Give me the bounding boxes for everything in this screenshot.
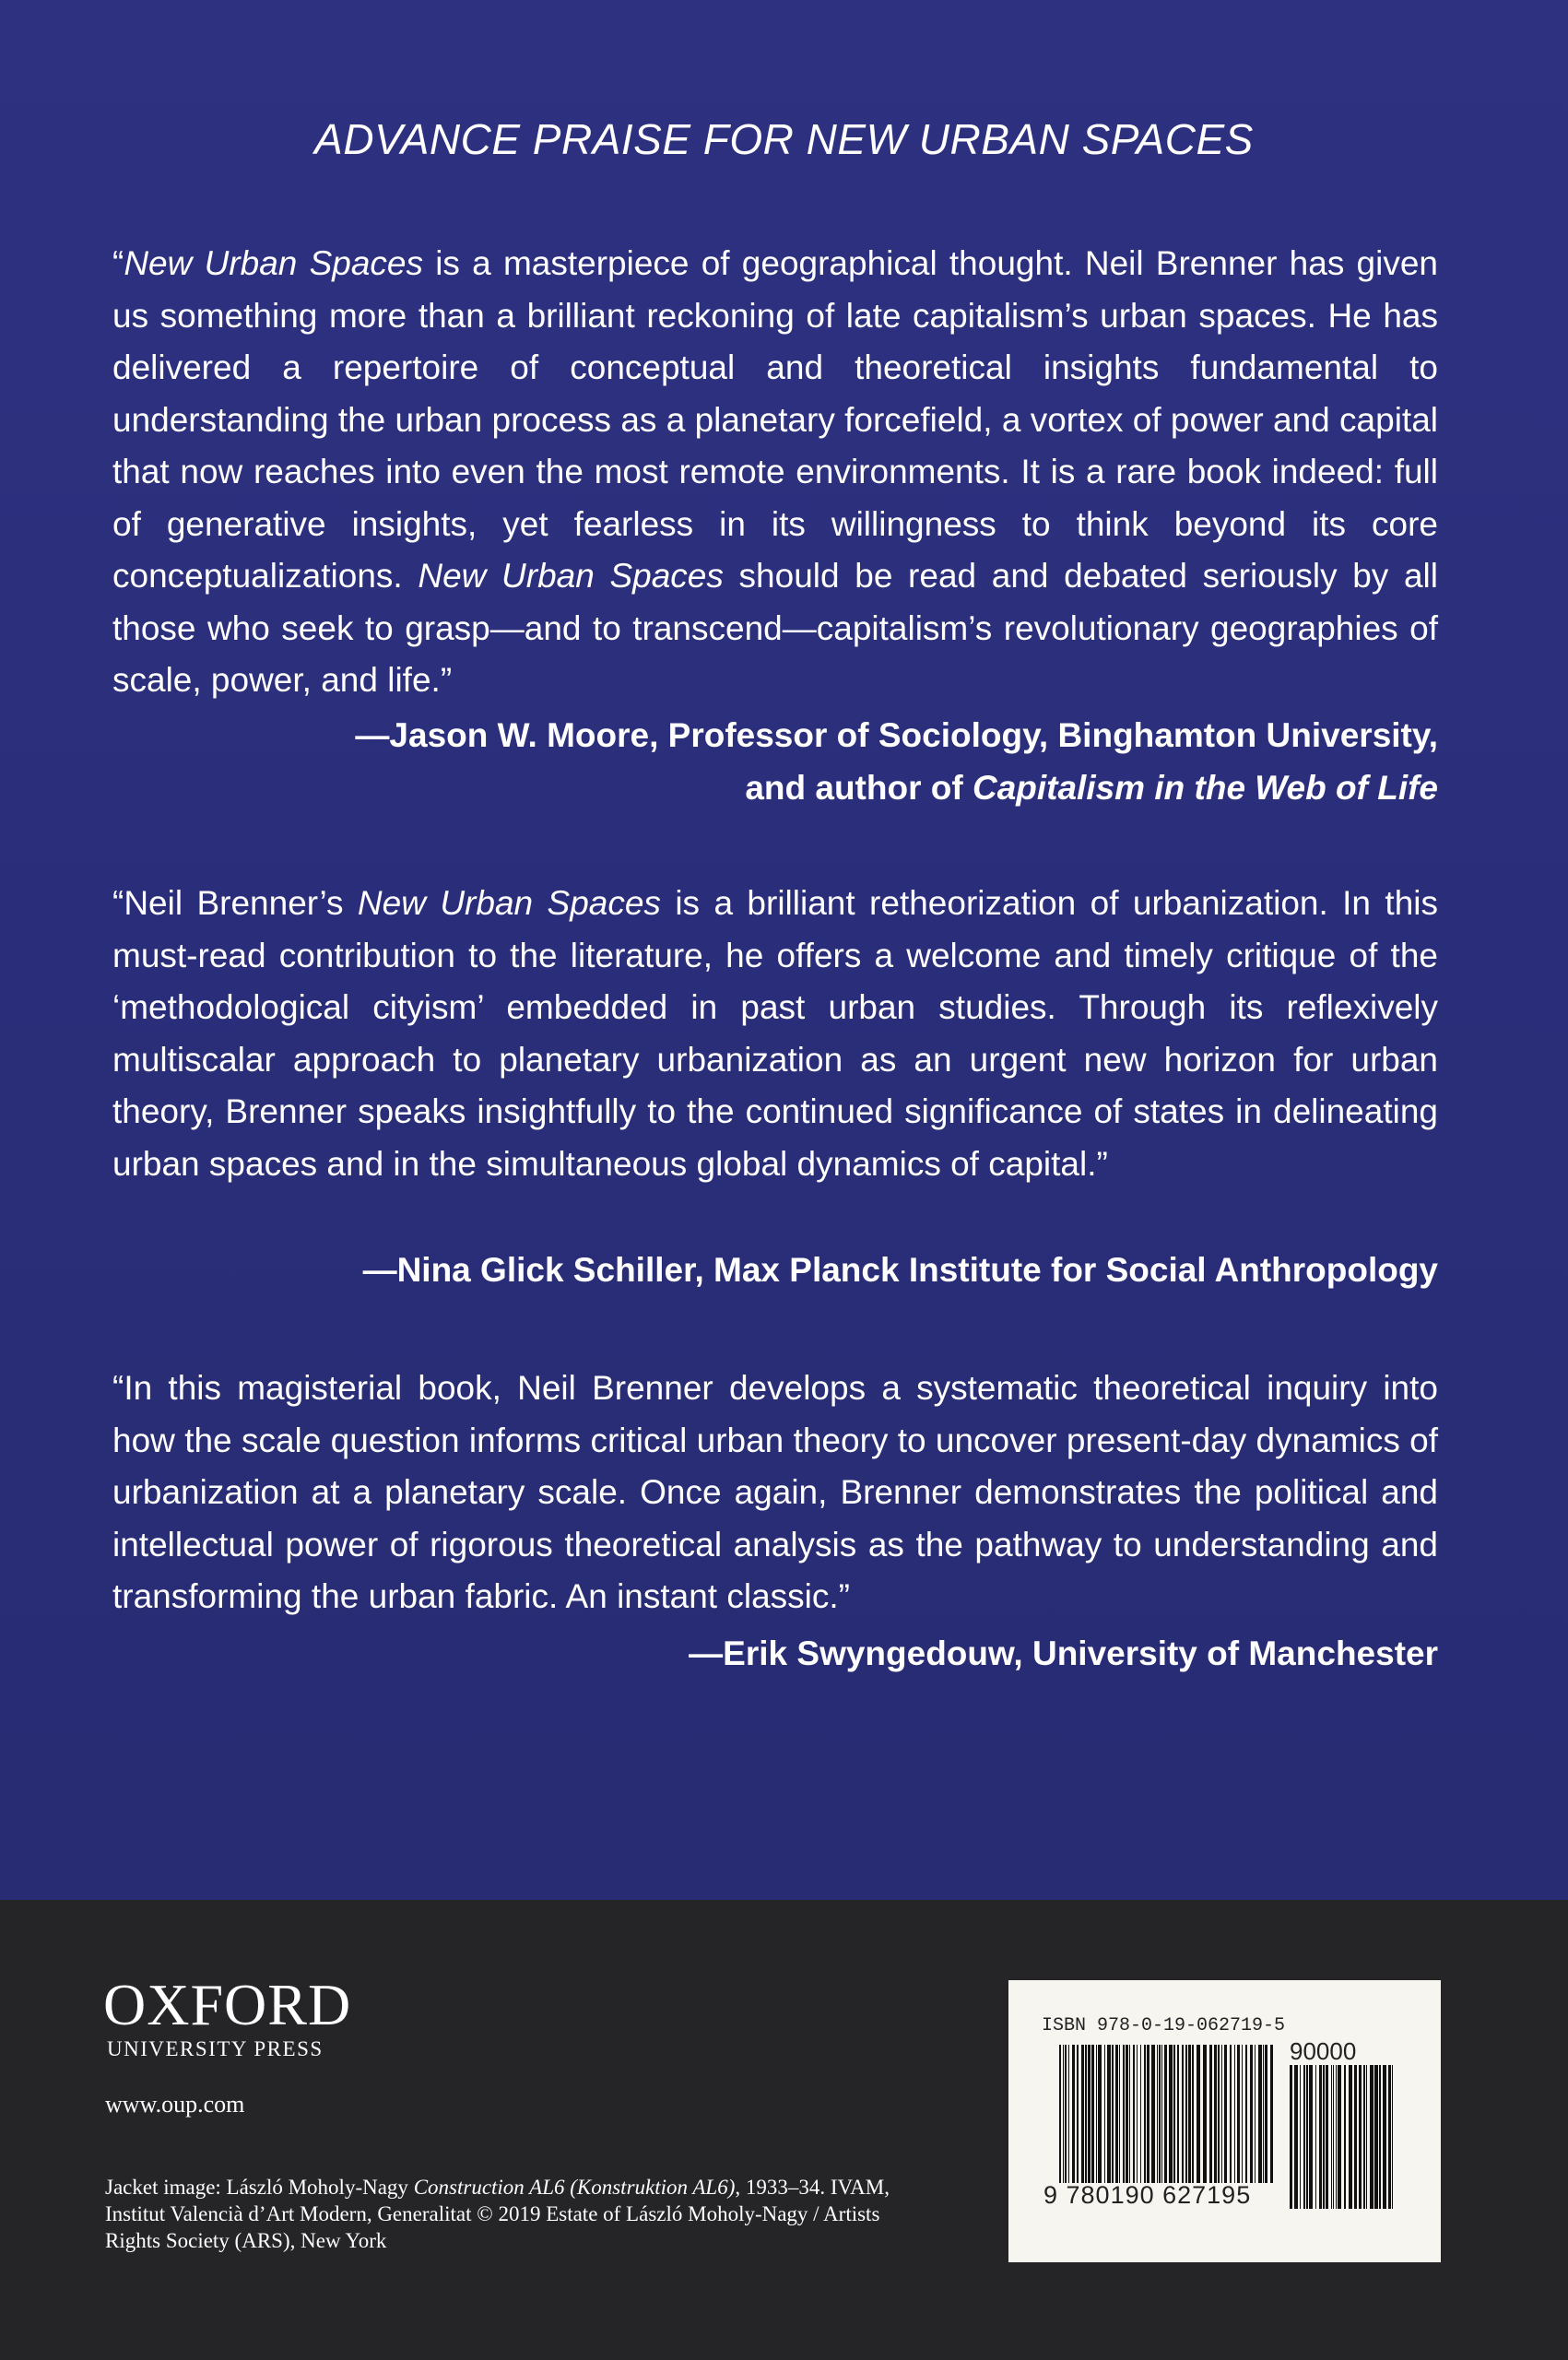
barcode-bar [1309,2065,1313,2209]
praise-quote-3 [112,1363,1438,1623]
credit-text: Jacket image: László Moholy-Nagy [105,2176,414,2199]
praise-quote-1 [112,238,1438,707]
barcode-bar [1224,2045,1227,2183]
barcode-bar [1270,2045,1273,2183]
barcode-bar [1098,2045,1102,2183]
barcode-bar [1077,2045,1079,2183]
barcode-bar [1126,2045,1128,2183]
barcode-bar [1306,2065,1308,2209]
barcode-bar [1137,2045,1138,2183]
book-title: New Urban Spaces [124,244,423,282]
price-barcode [1290,2065,1400,2209]
barcode-bar [1331,2065,1332,2209]
barcode-bar [1203,2045,1207,2183]
barcode-bar [1169,2045,1173,2183]
quote-2-attribution: —Nina Glick Schiller, Max Planck Institute for Social Anthropology [362,1251,1438,1289]
barcode-bar [1392,2065,1393,2209]
barcode-bar [1221,2045,1222,2183]
barcode-bar [1159,2045,1161,2183]
barcode-bar [1300,2065,1301,2209]
barcode-bar [1119,2045,1120,2183]
barcode-bar [1112,2045,1114,2183]
artwork-title: Construction AL6 (Konstruktion AL6) [413,2176,736,2199]
praise-heading: ADVANCE PRAISE FOR NEW URBAN SPACES [314,115,1254,163]
quote-3-attribution: —Erik Swyngedouw, University of Manchester [689,1634,1438,1672]
barcode-bar [1344,2065,1346,2209]
quote-text: “In this magisterial book, Neil Brenner develops a systematic theoretical inquiry into how the scale question informs critical urban theory to uncover present-day dynamics of urbanization at a planetary scale. Once again, Brenner demonstrates the political and intellectual power of rigorous theoretical analysis as the pathway to understanding and transforming the urban fabric. An instant classic.” [112,1369,1438,1615]
barcode-bar [1185,2045,1187,2183]
barcode-bar [1294,2065,1298,2209]
barcode-bar [1068,2045,1069,2183]
barcode-bar [1265,2045,1267,2183]
barcode-bar [1326,2065,1328,2209]
barcode-bar [1250,2045,1253,2183]
barcode-bar [1123,2045,1125,2183]
isbn-text: ISBN 978-0-19-062719-5 [1042,2015,1286,2036]
barcode-bar [1085,2045,1087,2183]
barcode-bar [1144,2045,1146,2183]
book-title: New Urban Spaces [357,884,661,922]
barcode-bar [1230,2045,1232,2183]
barcode-bar [1147,2045,1149,2183]
barcode-bar [1214,2045,1217,2183]
book-title: New Urban Spaces [418,557,724,595]
quote-1-attribution [55,710,1438,814]
barcode-bar [1197,2045,1200,2183]
barcode-bar [1370,2065,1373,2209]
barcode-bar [1173,2045,1175,2183]
barcode-digits: 9 780190 627195 [1043,2181,1252,2209]
quote-text: “Neil Brenner’s [112,884,358,922]
barcode-bar [1115,2045,1118,2183]
attribution-line: —Jason W. Moore, Professor of Sociology, Binghamton University, [355,716,1438,754]
barcode-bar [1319,2065,1322,2209]
quote-text: “ [112,244,124,282]
barcode-bar [1315,2065,1316,2209]
barcode-bar [1096,2045,1097,2183]
barcode-bar [1065,2045,1067,2183]
barcode-bar [1263,2045,1264,2183]
barcode-bar [1388,2065,1391,2209]
quote-text: is a brilliant retheorization of urbanization. In this must-read contribution to the literature, he offers a welcome and timely critique of the ‘methodological cityism’ embedded in past urban studies. Through its reflexively multiscalar approach to planetary urbanization as an urgent new horizon for urban theory, Brenner speaks insightfully to the continued significance of states in delineating urban spaces and in the simultaneous global dynamics of capital.” [112,884,1438,1183]
attribution-line [55,762,1438,815]
barcode-bar [1129,2045,1130,2183]
barcode-bar [1091,2045,1094,2183]
barcode-bar [1088,2045,1091,2183]
barcode-bar [1107,2045,1111,2183]
quote-text: should be read and debated seriously by all those who seek to grasp—and to transcend—capitalism’s revolutionary geographies of scale, power, and life.” [112,557,1438,699]
barcode-bar [1383,2065,1386,2209]
barcode-bar [1366,2065,1367,2209]
barcode-bar [1218,2045,1220,2183]
book-title: Capitalism in the Web of Life [972,768,1438,807]
attribution-text: and author of [745,768,973,807]
barcode-bar [1379,2065,1381,2209]
barcode-bar [1374,2065,1378,2209]
barcode-bar [1188,2045,1191,2183]
barcode-bar [1192,2045,1194,2183]
barcode-bar [1323,2065,1325,2209]
barcode-bar [1133,2045,1135,2183]
barcode-bar [1349,2065,1352,2209]
barcode-bar [1177,2045,1179,2183]
barcode-bar [1164,2045,1167,2183]
barcode-bar [1258,2045,1262,2183]
praise-quote-2 [112,878,1438,1190]
barcode-bar [1182,2045,1184,2183]
barcode-bar [1072,2045,1075,2183]
barcode-bar [1081,2045,1084,2183]
barcode-bar [1242,2045,1243,2183]
barcode-bar [1245,2045,1247,2183]
barcode-bar [1255,2045,1256,2183]
barcode-bar [1290,2065,1292,2209]
jacket-credit [105,2174,898,2254]
barcode-bar [1354,2065,1357,2209]
publisher-subtitle: UNIVERSITY PRESS [107,2037,324,2060]
barcode-label [1008,1980,1441,2262]
barcode-bar [1104,2045,1105,2183]
barcode-bar [1363,2065,1365,2209]
quote-text: is a masterpiece of geographical thought. Neil Brenner has given us something more than a brilliant reckoning of late capitalism’s urban spaces. He has delivered a repertoire of conceptual and theoretical insights fundamental to understanding the urban process as a planetary forcefield, a vortex of power and capital that now reaches into even the most remote environments. It is a rare book indeed: full of generative insights, yet fearless in its willingness to think beyond its core conceptualizations. [112,244,1438,595]
barcode-bar [1338,2065,1341,2209]
barcode-bar [1237,2045,1240,2183]
barcode-bar [1059,2045,1061,2183]
price-code: 90000 [1290,2037,1357,2065]
barcode-bar [1063,2045,1064,2183]
barcode-bar [1336,2065,1337,2209]
barcode-bar [1157,2045,1158,2183]
publisher-logo: OXFORD [103,1972,352,2037]
barcode-bar [1359,2065,1362,2209]
barcode-bar [1234,2045,1235,2183]
barcode-bar [1209,2045,1212,2183]
barcode-bar [1151,2045,1155,2183]
isbn-barcode [1059,2045,1280,2183]
credit-text: , 1933–34. IVAM, Institut Valencià d’Art Modern, Generalitat © 2019 Estate of László Moholy-Nagy / Artists Rights Society (ARS), New York [105,2176,890,2252]
barcode-bar [1303,2065,1305,2209]
barcode-bar [1333,2065,1334,2209]
barcode-bar [1161,2045,1162,2183]
barcode-bar [1140,2045,1141,2183]
publisher-url[interactable]: www.oup.com [105,2091,245,2118]
